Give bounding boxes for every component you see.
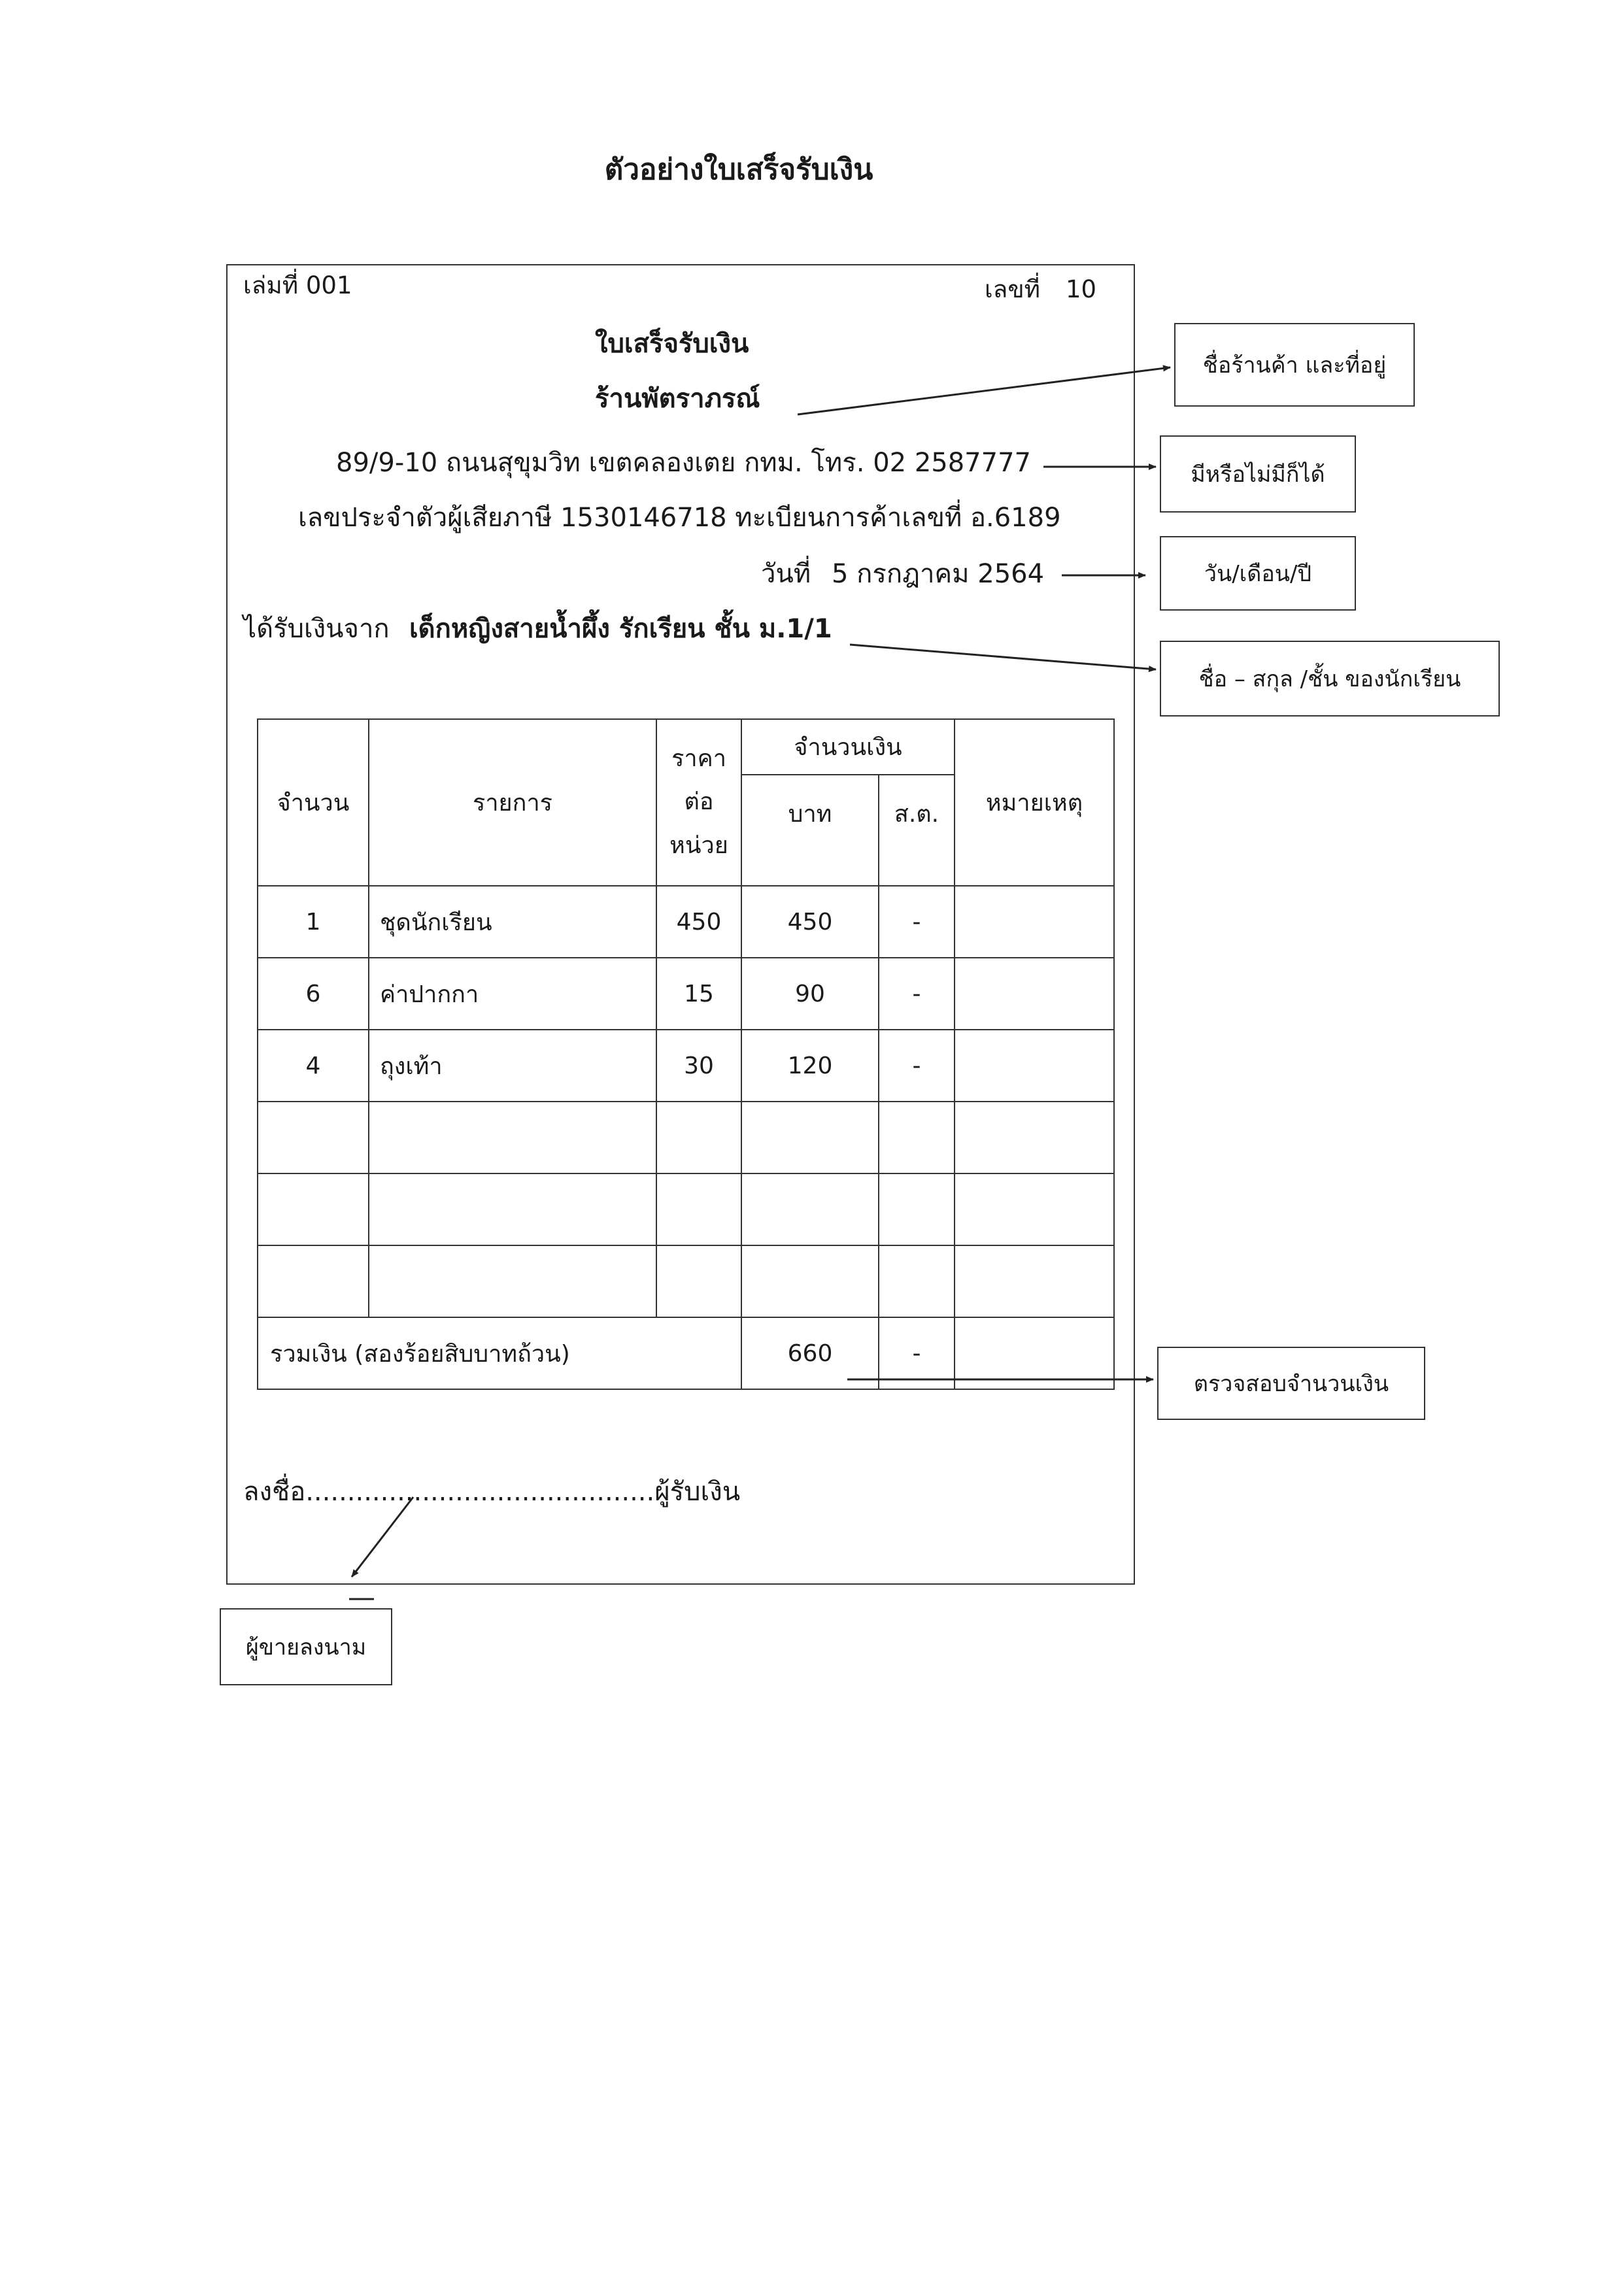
receipt-number-label: เลขที่ <box>985 275 1041 303</box>
row-price: 15 <box>656 958 741 1030</box>
signature-line: ลงชื่อ..........................................ผู้รับเงิน <box>243 1477 741 1507</box>
arrow-student <box>850 645 1156 669</box>
annotation-optional: มีหรือไม่มีก็ได้ <box>1160 435 1356 513</box>
page-title: ตัวอย่างใบเสร็จรับเงิน <box>604 153 873 186</box>
header-satang: ส.ต. <box>879 775 955 886</box>
row-qty: 6 <box>258 958 369 1030</box>
row-satang: - <box>879 958 955 1030</box>
date-label: วันที่ <box>761 559 811 589</box>
row-baht: 450 <box>741 886 879 958</box>
total-baht: 660 <box>741 1317 879 1389</box>
row-baht: 120 <box>741 1030 879 1102</box>
total-label: รวมเงิน (สองร้อยสิบบาทถ้วน) <box>258 1317 741 1389</box>
header-amount: จำนวนเงิน <box>741 719 955 775</box>
tax-line: เลขประจำตัวผู้เสียภาษี 1530146718 ทะเบียนการค้าเลขที่ อ.6189 <box>298 503 1061 533</box>
annotation-date: วัน/เดือน/ปี <box>1160 536 1356 611</box>
header-unit-price-line1: ราคา <box>671 745 726 772</box>
header-qty: จำนวน <box>258 719 369 886</box>
received-from-name: เด็กหญิงสายน้ำผึ้ง รักเรียน ชั้น ม.1/1 <box>409 614 832 644</box>
annotation-shop-info: ชื่อร้านค้า และที่อยู่ <box>1174 323 1415 407</box>
arrow-seller-sign <box>352 1497 413 1577</box>
arrow-shop-info <box>798 367 1170 414</box>
annotation-student: ชื่อ – สกุล /ชั้น ของนักเรียน <box>1160 641 1500 717</box>
annotation-check-amount: ตรวจสอบจำนวนเงิน <box>1157 1347 1425 1420</box>
header-unit-price-line3: หน่วย <box>669 832 728 859</box>
shop-name: ร้านพัตราภรณ์ <box>595 384 760 414</box>
header-item: รายการ <box>369 719 656 886</box>
row-satang: - <box>879 1030 955 1102</box>
row-item: ชุดนักเรียน <box>369 886 656 958</box>
header-remark: หมายเหตุ <box>955 719 1114 886</box>
row-baht: 90 <box>741 958 879 1030</box>
date-value: 5 กรกฎาคม 2564 <box>832 559 1045 589</box>
shop-address: 89/9-10 ถนนสุขุมวิท เขตคลองเตย กทม. โทร. 02 2587777 <box>336 448 1031 478</box>
annotation-seller-sign: ผู้ขายลงนาม <box>220 1608 392 1685</box>
total-satang: - <box>879 1317 955 1389</box>
receipt-title: ใบเสร็จรับเงิน <box>595 329 749 359</box>
row-satang: - <box>879 886 955 958</box>
header-unit-price-line2: ต่อ <box>684 788 714 816</box>
row-price: 30 <box>656 1030 741 1102</box>
book-number: เล่มที่ 001 <box>243 271 352 299</box>
row-qty: 1 <box>258 886 369 958</box>
row-price: 450 <box>656 886 741 958</box>
row-item: ถุงเท้า <box>369 1030 656 1102</box>
received-from-label: ได้รับเงินจาก <box>243 614 390 644</box>
header-baht: บาท <box>741 775 879 886</box>
row-qty: 4 <box>258 1030 369 1102</box>
row-item: ค่าปากกา <box>369 958 656 1030</box>
receipt-number: 10 <box>1066 275 1097 303</box>
